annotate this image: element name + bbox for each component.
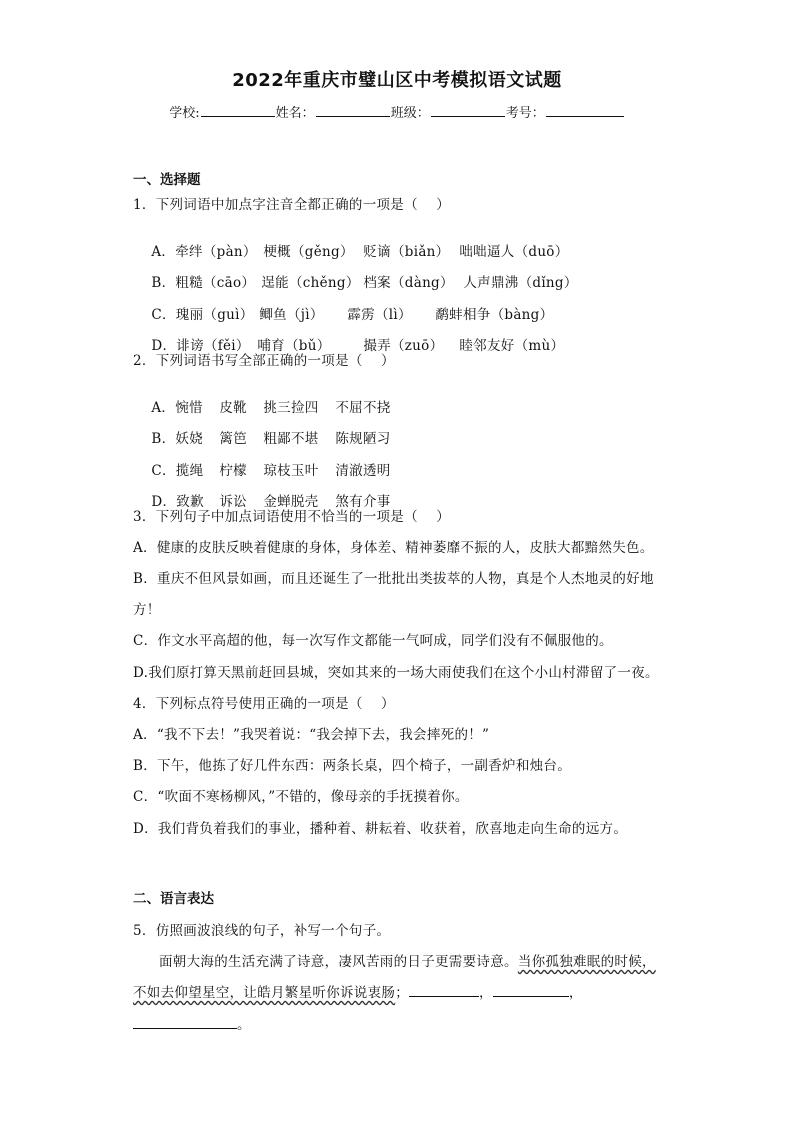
section-heading-choice: 一、选择题 — [133, 172, 201, 188]
question-3-option-d[interactable]: D.我们原打算天黑前赶回县城，突如其来的一场大雨使我们在这个小山村滞留了一夜。 — [133, 665, 659, 681]
question-3-option-a[interactable]: A．健康的皮肤反映着健康的身体，身体差、精神萎靡不振的人，皮肤大都黯然失色。 — [133, 540, 654, 556]
name-label: 姓名： — [275, 106, 315, 121]
exam-number-blank[interactable] — [546, 103, 624, 117]
question-1-option-b[interactable]: B．粗糙（cāo） 逞能（chěng） 档案（dàng） 人声鼎沸（dǐng） — [151, 275, 578, 291]
class-blank[interactable] — [431, 103, 505, 117]
student-info-row — [0, 102, 794, 121]
class-label: 班级： — [390, 106, 430, 121]
answer-blank-3[interactable] — [133, 1015, 237, 1029]
question-4-option-d[interactable]: D．我们背负着我们的事业，播种着、耕耘着、收获着，欣喜地走向生命的远方。 — [133, 821, 628, 837]
school-blank[interactable] — [201, 103, 275, 117]
question-4-option-a[interactable]: A．“我不下去！”我哭着说：“我会掉下去，我会摔死的！” — [133, 727, 490, 743]
name-blank[interactable] — [316, 103, 390, 117]
question-2-option-d[interactable]: D．致歉 诉讼 金蝉脱壳 煞有介事 — [151, 494, 391, 510]
question-5-passage-line-1 — [159, 950, 656, 970]
question-4-stem: 4．下列标点符号使用正确的一项是（ ） — [133, 696, 395, 712]
question-2-option-b[interactable]: B．妖娆 篱笆 粗鄙不堪 陈规陋习 — [151, 431, 391, 447]
answer-blank-2[interactable] — [493, 983, 569, 997]
wavy-underlined-sentence: 当你孤独难眠的时候， — [517, 954, 656, 970]
question-4-option-c[interactable]: C．“吹面不寒杨柳风，”不错的，像母亲的手抚摸着你。 — [133, 789, 469, 805]
question-3-option-b[interactable]: B．重庆不但风景如画，而且还诞生了一批批出类拔萃的人物，真是个人杰地灵的好地 — [133, 571, 654, 587]
exam-number-label: 考号： — [505, 106, 545, 121]
school-label: 学校: — [169, 106, 200, 121]
question-1-option-a[interactable]: A．牵绊（pàn） 梗概（gěng） 贬谪（biǎn） 咄咄逼人（duō） — [151, 244, 569, 260]
question-2-option-a[interactable]: A．惋惜 皮靴 挑三捡四 不屈不挠 — [151, 400, 391, 416]
section-heading-expression: 二、语言表达 — [133, 891, 214, 907]
question-5-passage-line-2: 不如去仰望星空，让皓月繁星听你诉说衷肠； ， ， — [133, 985, 583, 1001]
question-2-stem: 2．下列词语书写全部正确的一项是（ ） — [133, 353, 395, 369]
question-3-stem: 3．下列句子中加点词语使用不恰当的一项是（ ） — [133, 509, 451, 525]
answer-blank-1[interactable] — [409, 983, 479, 997]
question-5-passage-line-3: 。 — [133, 1013, 251, 1033]
question-1-stem: 1．下列词语中加点字注音全都正确的一项是（ ） — [133, 197, 451, 213]
exam-title: 2022年重庆市璧山区中考模拟语文试题 — [232, 70, 562, 91]
question-2-option-c[interactable]: C．揽绳 柠檬 琼枝玉叶 清澈透明 — [151, 463, 391, 479]
question-1-option-d[interactable]: D．诽谤（fěi） 哺育（bǔ） 撮弄（zuō） 睦邻友好（mù） — [151, 338, 565, 354]
question-5-stem: 5．仿照画波浪线的句子，补写一个句子。 — [133, 923, 391, 939]
wavy-underlined-sentence-continued: 不如去仰望星空，让皓月繁星听你诉说衷肠 — [133, 985, 396, 1001]
passage-plain-text: 面朝大海的生活充满了诗意，凄风苦雨的日子更需要诗意。 — [159, 954, 518, 970]
question-3-option-c[interactable]: C．作文水平高超的他，每一次写作文都能一气呵成，同学们没有不佩服他的。 — [133, 633, 613, 649]
question-4-option-b[interactable]: B．下午，他拣了好几件东西：两条长桌，四个椅子，一副香炉和烛台。 — [133, 758, 572, 774]
question-1-option-c[interactable]: C．瑰丽（guì） 鲫鱼（jì） 霹雳（lì） 鹬蚌相争（bàng） — [151, 307, 554, 323]
question-3-option-b-continued: 方！ — [133, 602, 161, 618]
